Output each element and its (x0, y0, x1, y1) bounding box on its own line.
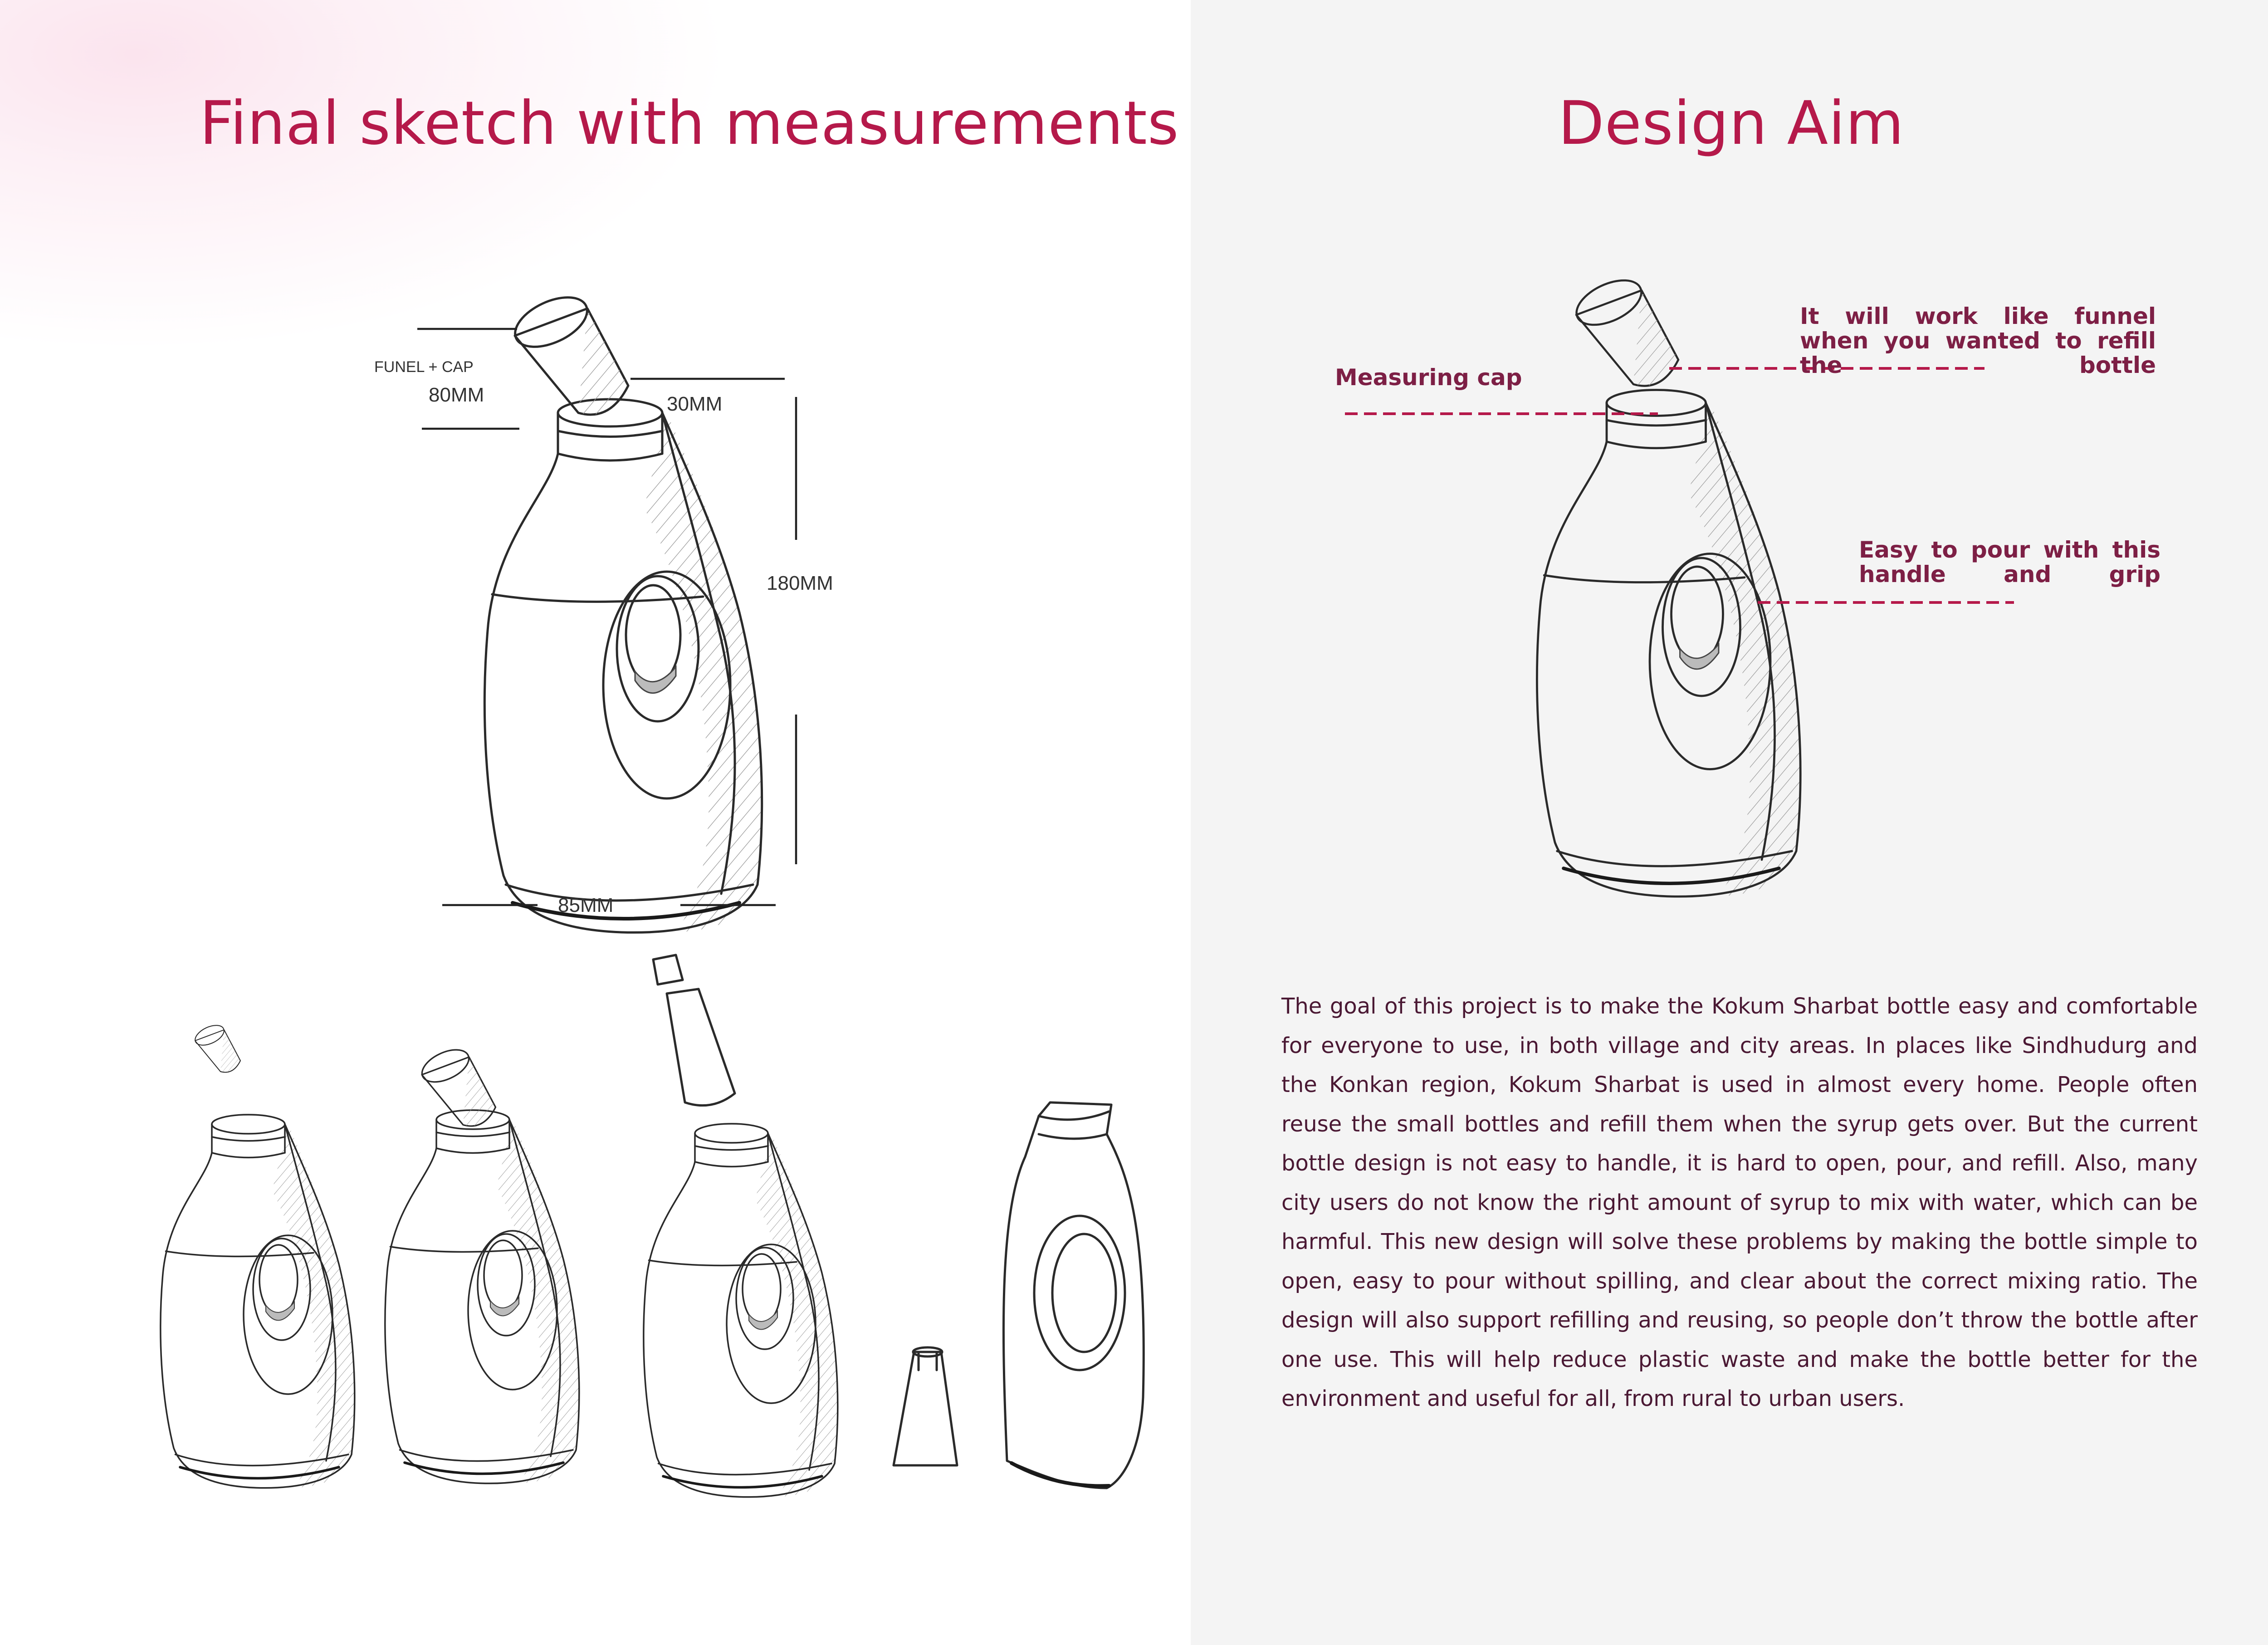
width-dimension: 85MM (558, 894, 614, 916)
funnel-callout: It will work like funnel when you wanted to refill the bottle (1800, 303, 2156, 378)
design-aim-title: Design Aim (1558, 88, 1905, 158)
final-sketch-title: Final sketch with measurements (200, 88, 1179, 158)
neck-dimension: 30MM (667, 393, 723, 415)
funnel-cap-dimension: 80MM (429, 384, 484, 406)
measuring-cap-callout: Measuring cap (1335, 364, 1522, 391)
handle-grip-callout: Easy to pour with this handle and grip (1859, 537, 2160, 588)
height-dimension: 180MM (767, 572, 833, 594)
funnel-cap-label: FUNEL + CAP (374, 358, 474, 376)
design-aim-description: The goal of this project is to make the Kokum Sharbat bottle easy and comfortable for everyone to use, in both village and city areas. In places like Sindhudurg and the Konkan region, Kokum Sharbat is used in almost every home. People often reuse the small bottles and refill them when the syrup gets over. But the current bottle design is not easy to handle, it is hard to open, pour, and refill. Also, many city users do not know the right amount of syrup to mix with water, which can be harmful. This new design will solve these problems by making the bottle simple to open, easy to pour without spilling, and clear about the correct mixing ratio. The design will also support refilling and reusing, so people don’t throw the bottle after one use. This will help reduce plastic waste and make the bottle better for the environment and useful for all, from rural to urban users. (1281, 994, 2198, 1411)
